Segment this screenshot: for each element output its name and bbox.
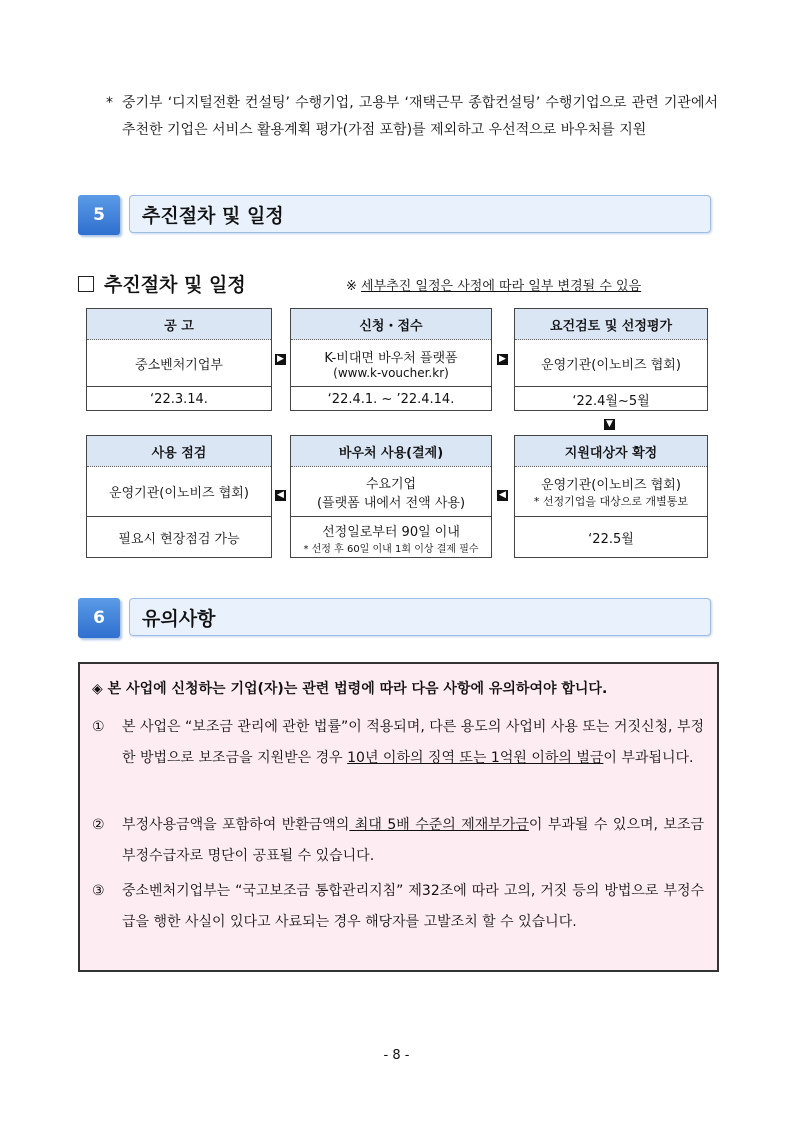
step-date: ‘22.4.1. ~ ’22.4.14. bbox=[327, 391, 455, 407]
step-footer: 필요시 현장점검 가능 bbox=[118, 532, 240, 547]
step-body: 수요기업 bbox=[365, 476, 417, 492]
flow-step-announcement bbox=[86, 308, 272, 411]
arrow-right-icon: ▶ bbox=[275, 354, 286, 365]
item-number: ① bbox=[92, 719, 105, 735]
step-footer: 선정일로부터 90일 이내 bbox=[322, 524, 460, 540]
item-text: 부정사용금액을 포함하여 반환금액의 bbox=[122, 817, 350, 833]
flow-step-evaluation bbox=[514, 308, 708, 411]
caution-box bbox=[78, 662, 719, 972]
item-penalty: 10년 이하의 징역 또는 1억원 이하의 벌금 bbox=[347, 750, 604, 766]
step-body: 중소벤처기업부 bbox=[135, 357, 223, 373]
checkbox-square-icon bbox=[78, 276, 94, 292]
flow-step-voucher-use bbox=[290, 435, 492, 558]
arrow-right-icon: ▶ bbox=[497, 354, 508, 365]
item-text: 본 사업은 “보조금 관리에 관한 법률”이 적용되며, 다른 용도의 사업비 사용 또는 거짓신청, 부정한 방법으로 보조금을 지원받은 경우 bbox=[122, 719, 704, 766]
step-header: 바우처 사용(결제) bbox=[291, 436, 491, 467]
caution-item-1 bbox=[92, 712, 704, 774]
caution-item-2 bbox=[92, 810, 704, 872]
note-text: 중기부 ‘디지털전환 컨설팅’ 수행기업, 고용부 ‘재택근무 종합컨설팅’ 수행기업으로 관련 기관에서 추천한 기업은 서비스 활용계획 평가(가점 포함)를 제외하고 우선적으로 바우처를 지원 bbox=[122, 95, 718, 138]
step-header: 공 고 bbox=[87, 309, 271, 340]
item-text-end: 이 부과될 수 있으며, 보조금 부정수급자로 명단이 공표될 수 있습니다. bbox=[122, 817, 704, 864]
note-marker: * bbox=[106, 95, 113, 111]
schedule-remark bbox=[346, 275, 641, 294]
remark-mark: ※ bbox=[346, 279, 357, 294]
remark-text: 세부추진 일정은 사정에 따라 일부 변경될 수 있음 bbox=[361, 279, 642, 294]
subheading-title: 추진절차 및 일정 bbox=[104, 274, 246, 296]
step-body: K-비대면 바우처 플랫폼 bbox=[324, 350, 458, 366]
section-number: 5 bbox=[78, 195, 120, 235]
step-body-url: (www.k-voucher.kr) bbox=[333, 365, 449, 380]
step-date: ‘22.4월~5월 bbox=[572, 393, 650, 409]
section-number: 6 bbox=[78, 598, 120, 638]
preferential-support-note bbox=[106, 90, 718, 144]
step-body: 운영기관(이노비즈 협회) bbox=[541, 357, 681, 373]
flow-step-usage-check bbox=[86, 435, 272, 558]
step-body: 운영기관(이노비즈 협회) bbox=[109, 486, 249, 501]
item-penalty: 최대 5배 수준의 제재부가금 bbox=[349, 817, 529, 833]
section-title: 추진절차 및 일정 bbox=[129, 195, 711, 233]
arrow-left-icon: ◀ bbox=[497, 490, 508, 501]
step-body: 운영기관(이노비즈 협회) bbox=[541, 478, 681, 493]
caution-item-3 bbox=[92, 876, 704, 938]
arrow-down-icon: ▼ bbox=[604, 419, 615, 430]
step-date: ‘22.3.14. bbox=[150, 391, 208, 407]
section-title: 유의사항 bbox=[129, 598, 711, 636]
step-header: 신청・접수 bbox=[291, 309, 491, 340]
step-header: 사용 점검 bbox=[87, 436, 271, 467]
subheading bbox=[78, 270, 246, 297]
step-body-detail: (플랫폼 내에서 전액 사용) bbox=[316, 495, 466, 511]
item-text: 중소벤처기업부는 “국고보조금 통합관리지침” 제32조에 따라 고의, 거짓 등의 방법으로 부정수급을 행한 사실이 있다고 사료되는 경우 해당자를 고발조치 할 수 있습니다. bbox=[122, 883, 704, 930]
item-number: ② bbox=[92, 817, 105, 833]
step-header: 지원대상자 확정 bbox=[515, 436, 707, 467]
item-text-end: 이 부과됩니다. bbox=[603, 750, 694, 766]
flow-step-application bbox=[290, 308, 492, 411]
item-number: ③ bbox=[92, 883, 105, 899]
arrow-left-icon: ◀ bbox=[275, 490, 286, 501]
flow-step-confirmation bbox=[514, 435, 708, 558]
step-date: ‘22.5월 bbox=[588, 532, 634, 547]
step-footer-note: * 선정 후 60일 이내 1회 이상 결제 필수 bbox=[303, 543, 479, 555]
step-body-note: * 선정기업을 대상으로 개별통보 bbox=[533, 495, 689, 508]
page-number: - 8 - bbox=[383, 1048, 410, 1063]
caution-title: ◈ 본 사업에 신청하는 기업(자)는 관련 법령에 따라 다음 사항에 유의하여야 합니다. bbox=[92, 681, 608, 697]
step-header: 요건검토 및 선정평가 bbox=[515, 309, 707, 340]
